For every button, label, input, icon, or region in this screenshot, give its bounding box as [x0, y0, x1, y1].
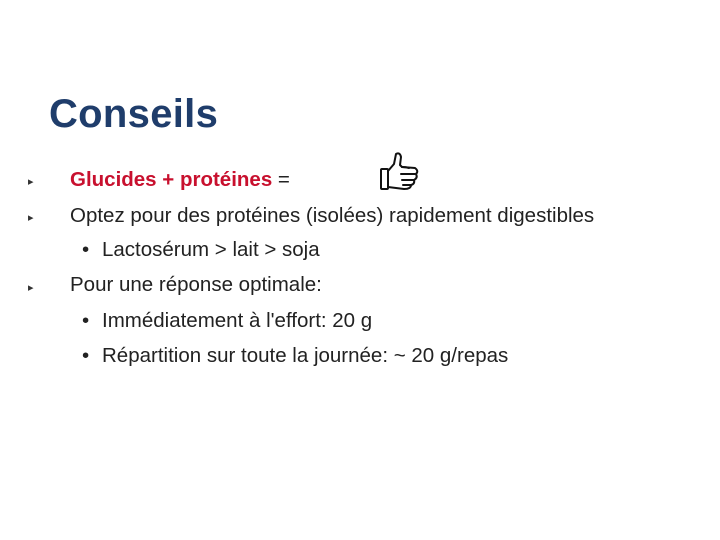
thumbs-up-icon [378, 150, 422, 194]
bullet-1-highlight: Glucides + protéines [70, 168, 273, 191]
bullet-3: Pour une réponse optimale: [70, 273, 322, 296]
sub-bullet-3: Répartition sur toute la journée: ~ 20 g/repas [102, 344, 509, 367]
bullet-1 [70, 168, 290, 192]
bullet-1-rest: = [272, 168, 290, 191]
slide-title: Conseils [49, 92, 219, 136]
bullet-marker: ▸ [28, 282, 34, 294]
sub-bullet-1: Lactosérum > lait > soja [102, 238, 320, 261]
bullet-marker: ▸ [28, 176, 34, 188]
sub-bullet-marker: • [82, 344, 90, 367]
bullet-2: Optez pour des protéines (isolées) rapidement digestibles [70, 204, 595, 227]
bullet-marker: ▸ [28, 212, 34, 224]
sub-bullet-marker: • [82, 309, 90, 332]
sub-bullet-marker: • [82, 238, 90, 261]
sub-bullet-2: Immédiatement à l'effort: 20 g [102, 309, 373, 332]
